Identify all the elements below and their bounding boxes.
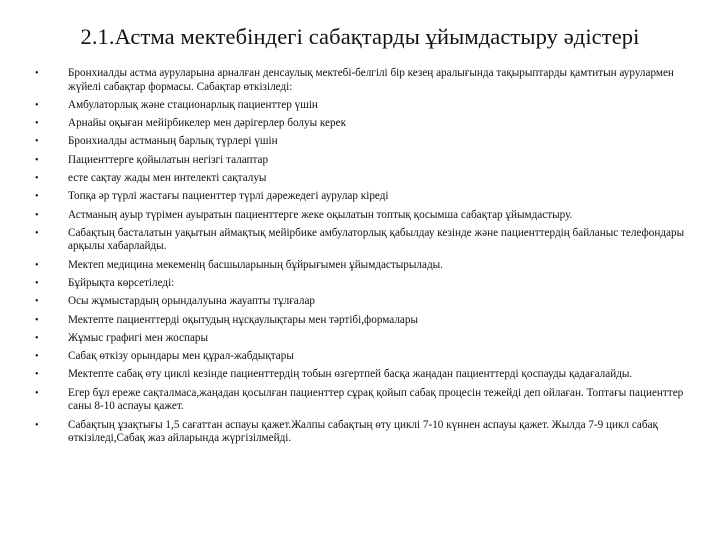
bullet-text: Сабақ өткізу орындары мен құрал-жабдықтары	[68, 350, 294, 363]
bullet-dot-icon: •	[35, 191, 39, 203]
bullet-dot-icon: •	[35, 369, 39, 381]
bullet-dot-icon: •	[35, 209, 39, 221]
bullet-dot-icon: •	[35, 259, 39, 271]
bullet-item	[28, 209, 708, 223]
bullet-item	[28, 295, 708, 309]
bullet-dot-icon: •	[35, 136, 39, 148]
bullet-text: Осы жұмыстардың орындалуына жауапты тұлғалар	[68, 295, 316, 308]
bullet-text: есте сақтау жады мен интелекті сақталуы	[68, 171, 267, 184]
bullet-dot-icon: •	[35, 332, 39, 344]
bullet-text: Сабақтың басталатын уақытын аймақтық мейірбике амбулаторлық қабылдау кезінде және пациенттердің байланыс телефондары арқылы хабарлайды.	[68, 226, 685, 253]
bullet-dot-icon: •	[35, 277, 39, 289]
bullet-text: Сабақтың ұзақтығы 1,5 сағаттан аспауы қажет.Жалпы сабақтың өту циклі 7-10 күннен аспауы қажет. Жылда 7-9 цикл сабақ өткізіледі,Сабақ жаз айларында жүргізілмейді.	[68, 418, 658, 445]
bullet-item	[28, 259, 708, 273]
bullet-text: Бұйрықта көрсетіледі:	[68, 276, 175, 289]
bullet-dot-icon: •	[35, 172, 39, 184]
bullet-item	[28, 135, 708, 149]
bullet-dot-icon: •	[35, 296, 39, 308]
bullet-item	[28, 332, 708, 346]
bullet-dot-icon: •	[35, 227, 39, 239]
bullet-item	[28, 117, 708, 131]
bullet-text: Егер бұл ереже сақталмаса,жаңадан қосылған пациенттер сұрақ қойып сабақ процесін тежейді деп ойлаған. Топтағы пациенттер саны 8-10 аспауы қажет.	[68, 386, 684, 413]
bullet-text: Арнайы оқыған мейірбикелер мен дәрігерлер болуы керек	[68, 117, 347, 130]
bullet-text: Мектепте сабақ өту циклі кезінде пациенттердің тобын өзгертпей басқа жаңадан пациенттерді қоспауды қадағалайды.	[68, 368, 633, 381]
bullet-text: Бронхиалды астманың барлық түрлері үшін	[68, 135, 278, 148]
bullet-text: Амбулаторлық және стационарлық пациенттер үшін	[68, 98, 318, 111]
bullet-item	[28, 419, 708, 446]
bullet-text: Мектеп медицина мекеменің басшыларының бұйрығымен ұйымдастырылады.	[68, 258, 443, 271]
bullet-dot-icon: •	[35, 387, 39, 399]
bullet-item	[28, 227, 708, 254]
slide-title: 2.1.Астма мектебіндегі сабақтарды ұйымдастыру әдістері	[80, 24, 640, 49]
bullet-text: Астманың ауыр түрімен ауыратын пациенттерге жеке оқылатын топтық қосымша сабақтар ұйымдастыру.	[68, 208, 573, 221]
bullet-dot-icon: •	[35, 351, 39, 363]
bullet-item	[28, 172, 708, 186]
bullet-item	[28, 314, 708, 328]
bullet-dot-icon: •	[35, 68, 39, 79]
bullet-item	[28, 277, 708, 291]
bullet-item	[28, 350, 708, 364]
bullet-text: Бронхиалды астма ауруларына арналған денсаулық мектебі-белгілі бір кезең аралығында тақырыптарды қамтитын аурулармен жүйелі сабақтар формасы. Сабақтар өткізіледі:	[68, 67, 674, 93]
bullet-item	[28, 67, 708, 94]
bullet-item	[28, 368, 708, 382]
bullet-item	[28, 154, 708, 168]
bullet-item	[28, 99, 708, 113]
bullet-dot-icon: •	[35, 118, 39, 130]
bullet-dot-icon: •	[35, 154, 39, 166]
bullet-item	[28, 387, 708, 414]
bullet-dot-icon: •	[35, 99, 39, 111]
bullet-text: Пациенттерге қойылатын негізгі талаптар	[68, 153, 269, 166]
bullet-text: Жұмыс графигі мен жоспары	[68, 331, 209, 344]
bullet-list	[28, 67, 708, 450]
bullet-item	[28, 190, 708, 204]
bullet-text: Мектепте пациенттерді оқытудың нұсқаулықтары мен тәртібі,формалары	[68, 313, 419, 326]
bullet-dot-icon: •	[35, 314, 39, 326]
bullet-text: Топқа әр түрлі жастағы пациенттер түрлі дәрежедегі аурулар кіреді	[68, 190, 389, 203]
bullet-dot-icon: •	[35, 419, 39, 431]
